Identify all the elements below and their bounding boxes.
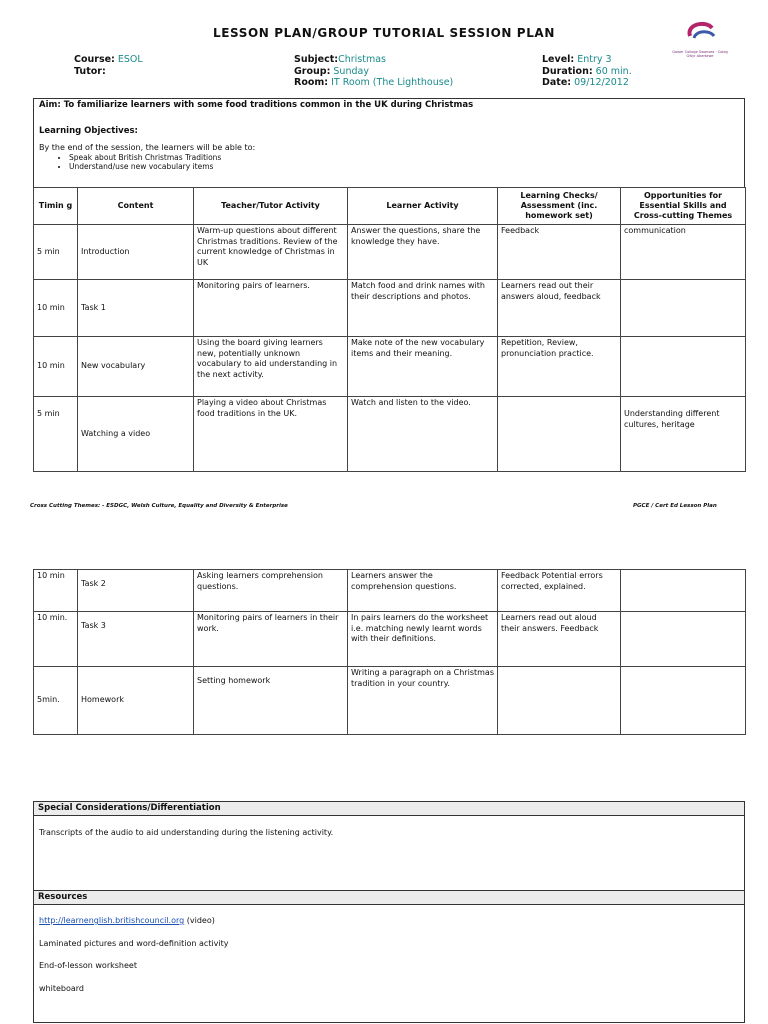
cell-learner: Watch and listen to the video. [348, 397, 498, 472]
cell-opps [621, 570, 746, 612]
cell-content: Task 1 [78, 280, 194, 337]
cell-checks: Feedback [498, 225, 621, 280]
cell-content: Task 3 [78, 612, 194, 667]
resource-item: whiteboard [39, 984, 84, 993]
lesson-table-page2 [33, 569, 746, 735]
cell-teacher: Playing a video about Christmas food traditions in the UK. [194, 397, 348, 472]
notes-box [33, 801, 745, 1023]
course-label: Course: [74, 54, 115, 65]
cell-time: 10 min [34, 337, 78, 397]
cell-opps [621, 280, 746, 337]
aim-box [33, 98, 745, 188]
cell-teacher: Setting homework [194, 667, 348, 735]
table-row [34, 667, 746, 735]
cell-opps [621, 612, 746, 667]
cell-teacher: Warm-up questions about different Christmas traditions. Review of the current knowledge of Christmas in UK [194, 225, 348, 280]
col-header-checks: Learning Checks/ Assessment (inc. homework set) [498, 188, 621, 225]
cell-opps [621, 337, 746, 397]
subject-line [294, 54, 386, 66]
aim-text: Aim: To familiarize learners with some food traditions common in the UK during Christmas [39, 100, 474, 110]
table-row [34, 280, 746, 337]
document-title: LESSON PLAN/GROUP TUTORIAL SESSION PLAN [213, 26, 555, 40]
level-line [542, 54, 612, 66]
resource-item: Laminated pictures and word-definition activity [39, 939, 229, 948]
special-heading: Special Considerations/Differentiation [34, 802, 744, 816]
room-label: Room: [294, 77, 329, 88]
cell-teacher: Monitoring pairs of learners. [194, 280, 348, 337]
date-line [542, 77, 629, 89]
lesson-table-page1 [33, 187, 746, 472]
cell-checks: Learners read out aloud their answers. Feedback [498, 612, 621, 667]
cell-content: Introduction [78, 225, 194, 280]
table-row [34, 397, 746, 472]
swirl-logo-icon [672, 18, 728, 46]
col-header-learner: Learner Activity [348, 188, 498, 225]
cell-checks: Feedback Potential errors corrected, explained. [498, 570, 621, 612]
cell-teacher: Monitoring pairs of learners in their work. [194, 612, 348, 667]
cell-learner: Match food and drink names with their descriptions and photos. [348, 280, 498, 337]
objectives-intro: By the end of the session, the learners will be able to: [39, 143, 256, 152]
table-row [34, 337, 746, 397]
special-text: Transcripts of the audio to aid understanding during the listening activity. [39, 828, 334, 837]
college-logo [672, 18, 728, 58]
cell-time: 5min. [34, 667, 78, 735]
course-value: ESOL [117, 54, 143, 65]
group-value: Sunday [333, 66, 369, 77]
course-line [74, 54, 143, 66]
level-label: Level: [542, 54, 575, 65]
cell-learner: Answer the questions, share the knowledge they have. [348, 225, 498, 280]
cell-time: 10 min [34, 570, 78, 612]
subject-value: Christmas [338, 54, 386, 65]
objectives-title: Learning Objectives: [39, 126, 138, 136]
level-value: Entry 3 [577, 54, 612, 65]
cell-content: Watching a video [78, 397, 194, 472]
objectives-list [39, 153, 221, 171]
tutor-line [74, 66, 106, 78]
col-header-content: Content [78, 188, 194, 225]
cell-opps: Understanding different cultures, heritage [621, 397, 746, 472]
resource-link[interactable]: http://learnenglish.britishcouncil.org [39, 916, 185, 925]
cell-teacher: Asking learners comprehension questions. [194, 570, 348, 612]
footer-plan-type: PGCE / Cert Ed Lesson Plan [633, 503, 717, 509]
cell-checks [498, 667, 621, 735]
resource-link-suffix: (video) [184, 916, 215, 925]
table-row [34, 570, 746, 612]
tutor-label: Tutor: [74, 66, 106, 77]
room-value: IT Room (The Lighthouse) [331, 77, 454, 88]
group-label: Group: [294, 66, 331, 77]
cell-opps [621, 667, 746, 735]
duration-value: 60 min. [595, 66, 632, 77]
cell-learner: In pairs learners do the worksheet i.e. matching newly learnt words with their definitions. [348, 612, 498, 667]
date-label: Date: [542, 77, 572, 88]
cell-checks: Repetition, Review, pronunciation practice. [498, 337, 621, 397]
footer-themes: Cross Cutting Themes: - ESDGC, Welsh Culture, Equality and Diversity & Enterprise [30, 503, 288, 509]
logo-text: Gower College Swansea · Coleg Gŵyr Abertawe [672, 50, 728, 58]
table-row [34, 612, 746, 667]
objective-item: • Understand/use new vocabulary items [69, 162, 221, 171]
table-header-row [34, 188, 746, 225]
resource-link-line [39, 915, 215, 926]
cell-checks: Learners read out their answers aloud, feedback [498, 280, 621, 337]
cell-time: 10 min [34, 280, 78, 337]
cell-opps: communication [621, 225, 746, 280]
cell-content: Task 2 [78, 570, 194, 612]
cell-time: 5 min [34, 397, 78, 472]
subject-label: Subject: [294, 54, 339, 65]
room-line [294, 77, 453, 89]
resource-item: End-of-lesson worksheet [39, 961, 137, 970]
cell-time: 10 min. [34, 612, 78, 667]
cell-content: Homework [78, 667, 194, 735]
cell-learner: Make note of the new vocabulary items and their meaning. [348, 337, 498, 397]
resources-heading: Resources [34, 890, 744, 905]
cell-time: 5 min [34, 225, 78, 280]
table-row [34, 225, 746, 280]
col-header-teacher: Teacher/Tutor Activity [194, 188, 348, 225]
cell-content: New vocabulary [78, 337, 194, 397]
cell-checks [498, 397, 621, 472]
duration-label: Duration: [542, 66, 593, 77]
col-header-timing: Timin g [34, 188, 78, 225]
cell-learner: Writing a paragraph on a Christmas tradition in your country. [348, 667, 498, 735]
date-value: 09/12/2012 [574, 77, 629, 88]
cell-teacher: Using the board giving learners new, potentially unknown vocabulary to aid understanding in the next activity. [194, 337, 348, 397]
objective-item: • Speak about British Christmas Traditions [69, 153, 221, 162]
col-header-opportunities: Opportunities for Essential Skills and Cross-cutting Themes [621, 188, 746, 225]
cell-learner: Learners answer the comprehension questions. [348, 570, 498, 612]
